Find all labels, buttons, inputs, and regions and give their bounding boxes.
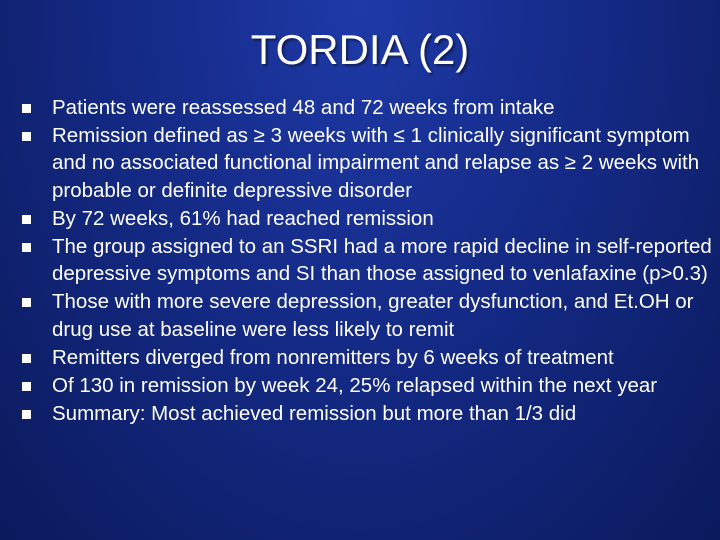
- bullet-text: The group assigned to an SSRI had a more rapid decline in self-reported depressive symptoms and SI than those assigned to venlafaxine (p>0.3): [52, 235, 712, 286]
- bullet-item: [22, 233, 712, 287]
- bullet-item: [22, 400, 712, 427]
- bullet-text: Of 130 in remission by week 24, 25% relapsed within the next year: [52, 374, 658, 398]
- bullet-text: Summary: Most achieved remission but more than 1/3 did: [52, 402, 577, 426]
- square-bullet-icon: [22, 354, 31, 363]
- bullet-text: Patients were reassessed 48 and 72 weeks from intake: [52, 96, 555, 119]
- bullet-text: Remitters diverged from nonremitters by 6 weeks of treatment: [52, 345, 614, 369]
- square-bullet-icon: [22, 132, 31, 141]
- bullet-item: [22, 205, 712, 232]
- bullet-list: [22, 94, 712, 428]
- bullet-item: [22, 288, 712, 342]
- square-bullet-icon: [22, 298, 31, 307]
- square-bullet-icon: [22, 243, 31, 252]
- bullet-text: By 72 weeks, 61% had reached remission: [52, 206, 434, 230]
- bullet-text: Remission defined as ≥ 3 weeks with ≤ 1 clinically significant symptom and no associated functional impairment and relapse as ≥ 2 weeks with probable or definite depressive disorder: [52, 124, 700, 202]
- slide-title: TORDIA (2): [250, 26, 470, 73]
- square-bullet-icon: [22, 104, 31, 113]
- bullet-item: [22, 122, 712, 204]
- square-bullet-icon: [22, 410, 31, 419]
- bullet-item: [22, 372, 712, 399]
- square-bullet-icon: [22, 382, 31, 391]
- square-bullet-icon: [22, 215, 31, 224]
- bullet-text: Those with more severe depression, greater dysfunction, and Et.OH or drug use at baseline were less likely to remit: [52, 290, 694, 341]
- bullet-item: [22, 94, 712, 121]
- bullet-item: [22, 344, 712, 371]
